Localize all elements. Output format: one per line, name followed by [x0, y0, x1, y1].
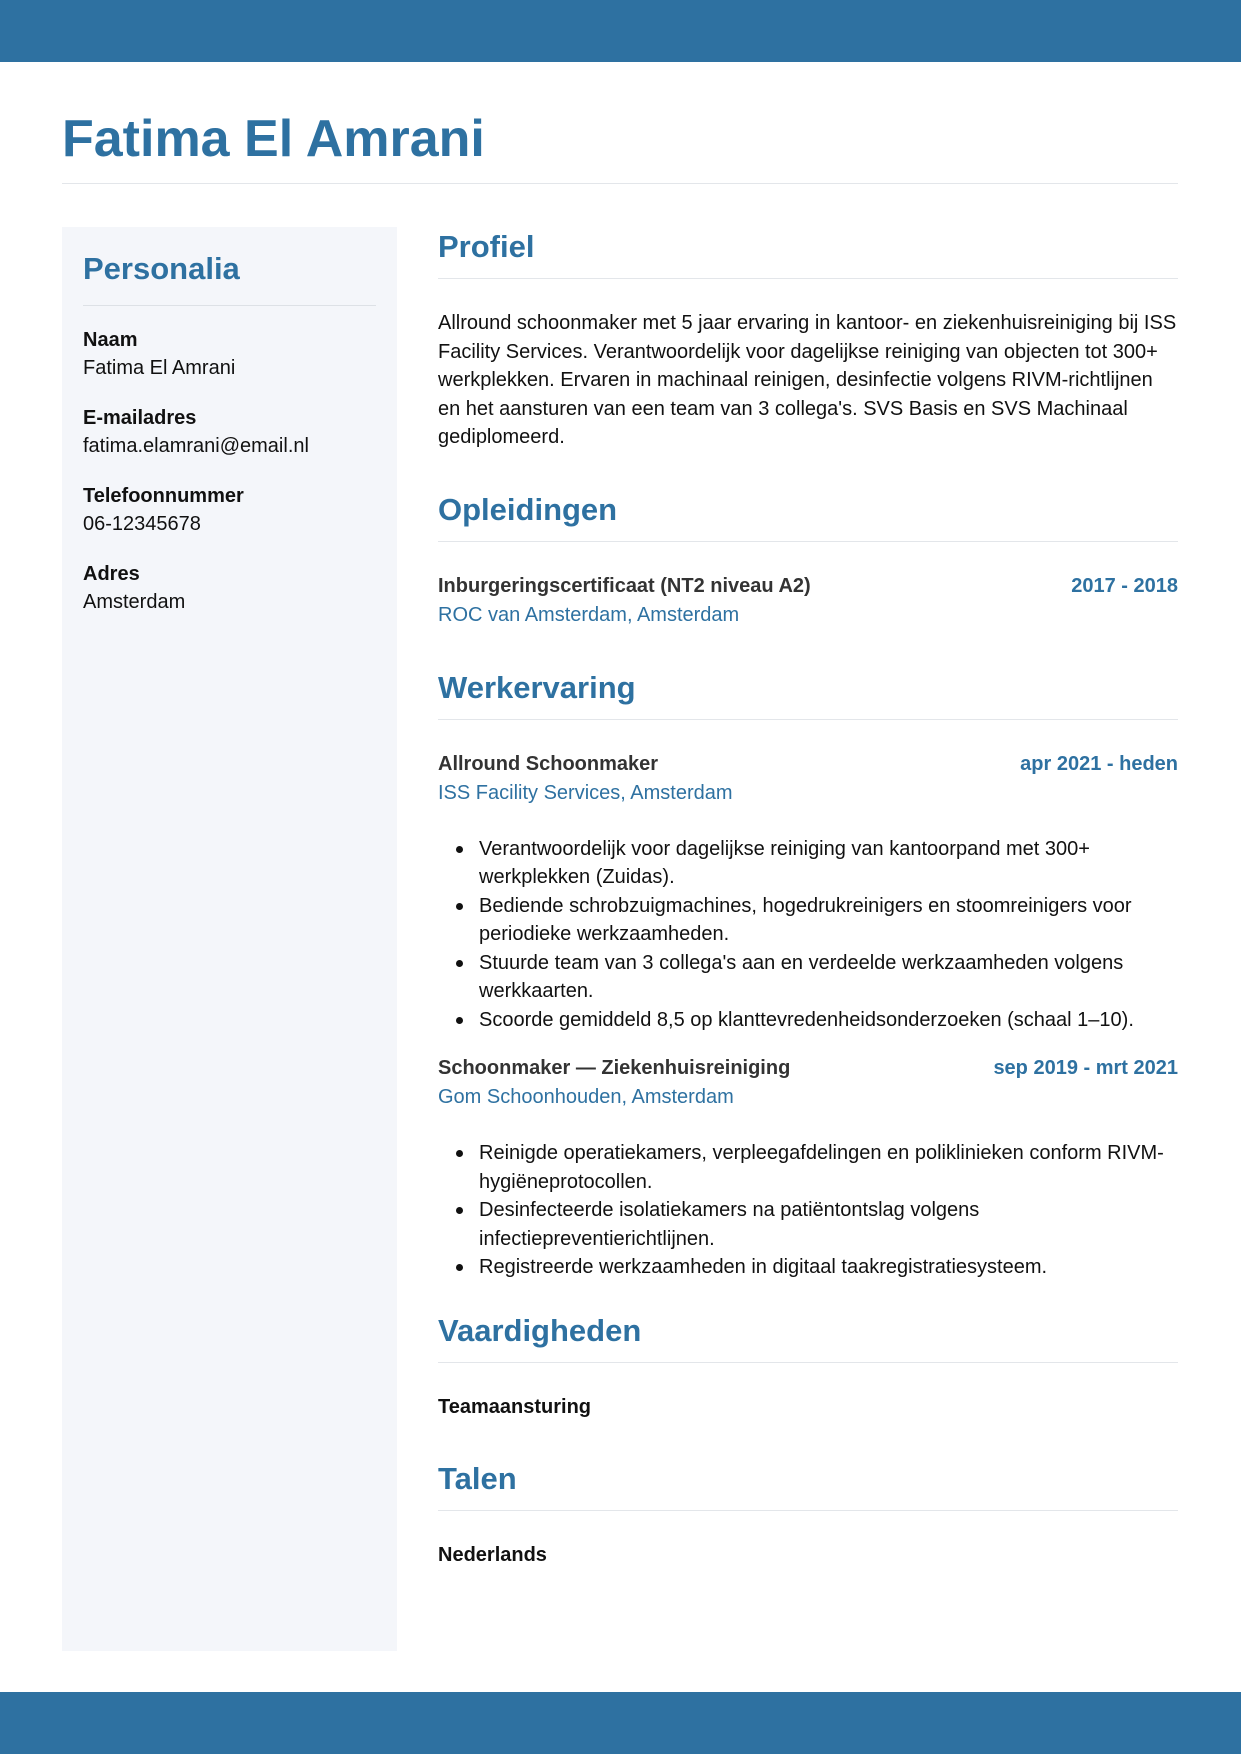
education-section [438, 485, 1178, 630]
bottom-banner [0, 1692, 1241, 1754]
sidebar-title: Personalia [83, 251, 240, 286]
section-title: Werkervaring [438, 669, 636, 705]
skill-item: Teamaansturing [438, 1395, 591, 1418]
entry-organization: Gom Schoonhouden, Amsterdam [438, 1086, 734, 1108]
sidebar-divider [83, 305, 376, 306]
entry-title: Allround Schoonmaker [438, 752, 659, 775]
main-column [438, 222, 1178, 1602]
section-divider [438, 1510, 1178, 1511]
experience-section [438, 663, 1178, 1282]
profile-text: Allround schoonmaker met 5 jaar ervaring in kantoor- en ziekenhuisreiniging bij ISS Facility Services. Verantwoordelijk voor dagelijkse reiniging van objecten tot 300+ werkplekken. Ervaren in machinaal reinigen, desinfectie volgens RIVM-richtlijnen en het aansturen van een team van 3 collega's. SVS Basis en SVS Machinaal gediplomeerd. [438, 312, 1177, 448]
language-item: Nederlands [438, 1543, 547, 1566]
field-value: Fatima El Amrani [83, 357, 236, 379]
section-title: Talen [438, 1460, 517, 1496]
section-title: Vaardigheden [438, 1312, 642, 1348]
entry-bullets [438, 1139, 1178, 1282]
education-entry [438, 572, 1178, 630]
header-divider [62, 183, 1178, 184]
bullet-item: Scoorde gemiddeld 8,5 op klanttevredenheidsonderzoeken (schaal 1–10). [438, 1006, 1178, 1035]
skills-section [438, 1306, 1178, 1421]
field-label: Adres [83, 563, 140, 585]
field-value: 06-12345678 [83, 513, 201, 535]
section-title: Profiel [438, 229, 535, 264]
entry-date: sep 2019 - mrt 2021 [993, 1057, 1178, 1079]
section-title: Opleidingen [438, 491, 618, 527]
experience-entry [438, 750, 1178, 1035]
field-value: Amsterdam [83, 591, 186, 613]
candidate-name: Fatima El Amrani [62, 110, 485, 168]
section-divider [438, 541, 1178, 542]
entry-organization: ISS Facility Services, Amsterdam [438, 781, 733, 804]
section-divider [438, 1362, 1178, 1363]
profile-section [438, 222, 1178, 452]
section-divider [438, 719, 1178, 720]
entry-title: Schoonmaker — Ziekenhuisreiniging [438, 1057, 791, 1079]
entry-date: apr 2021 - heden [1020, 752, 1178, 775]
top-banner [0, 0, 1241, 62]
entry-bullets [438, 835, 1178, 1035]
field-name [83, 326, 376, 382]
entry-date: 2017 - 2018 [1071, 574, 1178, 597]
entry-organization: ROC van Amsterdam, Amsterdam [438, 603, 740, 626]
field-address [83, 560, 376, 616]
entry-title: Inburgeringscertificaat (NT2 niveau A2) [438, 574, 811, 597]
personal-info-sidebar [62, 227, 397, 1651]
field-label: Naam [83, 329, 138, 351]
field-label: E-mailadres [83, 407, 197, 429]
section-divider [438, 278, 1178, 279]
bullet-item: Bediende schrobzuigmachines, hogedrukreinigers en stoomreinigers voor periodieke werkzaamheden. [438, 892, 1178, 949]
entry-header [438, 750, 1178, 779]
field-label: Telefoonnummer [83, 485, 244, 507]
field-email [83, 404, 376, 460]
bullet-item: Stuurde team van 3 collega's aan en verdeelde werkzaamheden volgens werkkaarten. [438, 949, 1178, 1006]
entry-header [438, 572, 1178, 601]
field-phone [83, 482, 376, 538]
bullet-item: Desinfecteerde isolatiekamers na patiëntontslag volgens infectiepreventierichtlijnen. [438, 1196, 1178, 1253]
field-value: fatima.elamrani@email.nl [83, 435, 309, 457]
experience-entry [438, 1054, 1178, 1282]
entry-header [438, 1054, 1178, 1083]
bullet-item: Reinigde operatiekamers, verpleegafdelingen en poliklinieken conform RIVM-hygiëneprotocollen. [438, 1139, 1178, 1196]
languages-section [438, 1454, 1178, 1569]
bullet-item: Verantwoordelijk voor dagelijkse reiniging van kantoorpand met 300+ werkplekken (Zuidas). [438, 835, 1178, 892]
bullet-item: Registreerde werkzaamheden in digitaal taakregistratiesysteem. [438, 1253, 1178, 1282]
